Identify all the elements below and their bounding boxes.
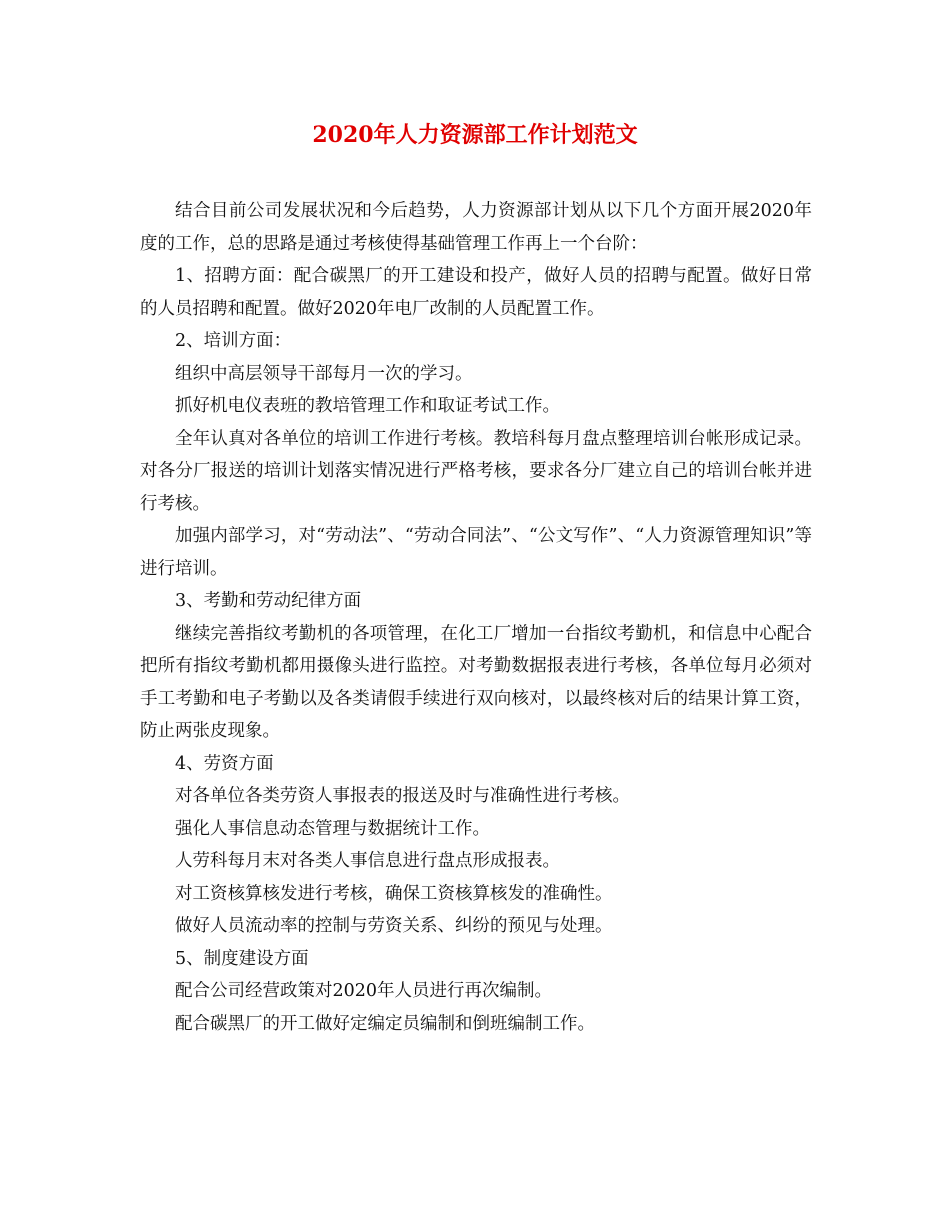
paragraph: 抓好机电仪表班的教培管理工作和取证考试工作。 bbox=[175, 396, 560, 416]
paragraph: 配合公司经营政策对2020年人员进行再次编制。 bbox=[175, 981, 553, 1001]
document-title: 2020年人力资源部工作计划范文 bbox=[312, 122, 638, 148]
paragraph-intro: 结合目前公司发展状况和今后趋势，人力资源部计划从以下几个方面开展2020年度的工作，总的思路是通过考核使得基础管理工作再上一个台阶： bbox=[140, 201, 812, 254]
paragraph: 继续完善指纹考勤机的各项管理，在化工厂增加一台指纹考勤机，和信息中心配合把所有指纹考勤机都用摄像头进行监控。对考勤数据报表进行考核，各单位每月必须对手工考勤和电子考勤以及各类请假手续进行双向核对，以最终核对后的结果计算工资，防止两张皮现象。 bbox=[140, 623, 812, 741]
paragraph: 做好人员流动率的控制与劳资关系、纠纷的预见与处理。 bbox=[175, 916, 613, 936]
heading-system-building: 5、制度建设方面 bbox=[175, 948, 309, 969]
paragraph: 人劳科每月末对各类人事信息进行盘点形成报表。 bbox=[175, 851, 560, 871]
heading-training: 2、培训方面： bbox=[175, 331, 292, 351]
heading-attendance: 3、考勤和劳动纪律方面 bbox=[175, 591, 362, 611]
paragraph: 加强内部学习，对“劳动法”、“劳动合同法”、“公文写作”、“人力资源管理知识”等进行培训。 bbox=[140, 526, 812, 579]
document-body bbox=[140, 195, 812, 1040]
paragraph: 对各单位各类劳资人事报表的报送及时与准确性进行考核。 bbox=[175, 786, 630, 806]
paragraph: 对工资核算核发进行考核，确保工资核算核发的准确性。 bbox=[175, 883, 613, 904]
paragraph-recruitment: 1、招聘方面：配合碳黑厂的开工建设和投产，做好人员的招聘与配置。做好日常的人员招聘和配置。做好2020年电厂改制的人员配置工作。 bbox=[140, 266, 812, 319]
heading-payroll: 4、劳资方面 bbox=[175, 753, 274, 774]
paragraph: 组织中高层领导干部每月一次的学习。 bbox=[175, 363, 473, 384]
paragraph: 配合碳黑厂的开工做好定编定员编制和倒班编制工作。 bbox=[175, 1013, 595, 1034]
paragraph: 全年认真对各单位的培训工作进行考核。教培科每月盘点整理培训台帐形成记录。对各分厂报送的培训计划落实情况进行严格考核，要求各分厂建立自己的培训台帐并进行考核。 bbox=[140, 428, 812, 514]
paragraph: 强化人事信息动态管理与数据统计工作。 bbox=[175, 818, 490, 839]
